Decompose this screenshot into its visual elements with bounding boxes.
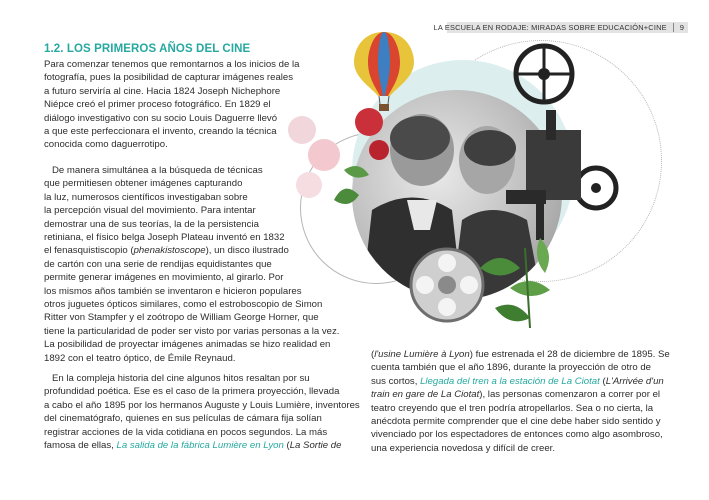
text-line: de cartón con una serie de rendijas equidistantes que	[44, 258, 272, 270]
text-line: Para comenzar tenemos que remontarnos a los inicios de la	[44, 59, 300, 70]
text-run: famosa de ellas,	[44, 440, 117, 452]
text-run: ) fue estrenada el 28 de diciembre de 1895. Se	[469, 349, 670, 360]
text-run: (	[599, 375, 606, 387]
text-line: del cinematógrafo, quienes en sus películas de cámara fija solían	[44, 413, 322, 425]
italic-term: train en gare de La Ciotat	[371, 389, 480, 401]
text-line: permite generar imágenes en movimiento, al girarlo. Por	[44, 272, 284, 284]
text-line: demostrar una de sus teorías, la de la persistencia	[44, 218, 259, 230]
text-line: (l'usine Lumière à Lyon) fue estrenada el 28 de diciembre de 1895. Se	[371, 349, 670, 360]
italic-term: l'usine Lumière à Lyon	[374, 349, 470, 360]
text-line: otros juguetes ópticos similares, como el estroboscopio de Simon	[44, 299, 323, 311]
flowers-illustration	[284, 100, 394, 220]
italic-term: L'Arrivée d'un	[605, 375, 664, 387]
text-line: En la compleja historia del cine algunos hitos resaltan por su	[52, 373, 310, 384]
text-line: tiene la particularidad de poder ser visto por varias personas a la vez.	[44, 325, 340, 337]
text-line: retiniana, el físico belga Joseph Plateau inventó en 1832	[44, 232, 285, 244]
text-line: Ritter von Stampfer y el zoótropo de William George Horner, que	[44, 312, 319, 324]
text-run: sus cortos,	[371, 375, 421, 387]
running-header	[433, 20, 688, 35]
text-line: conocida como daguerrotipo.	[44, 139, 168, 151]
text-line: una experiencia novedosa y difícil de creer.	[371, 442, 555, 454]
text-line: teatro creyendo que el tren podría atropellarlos. Sea o no cierta, la	[371, 402, 654, 414]
paragraph-3	[44, 372, 360, 452]
paragraph-1	[44, 58, 299, 152]
projector-icon	[496, 40, 626, 240]
text-line: De manera simultánea a la búsqueda de técnicas	[52, 165, 263, 176]
text-line: los mismos años también se inventaron e hicieron populares	[44, 285, 302, 297]
leaves-illustration	[470, 228, 580, 338]
film-title-link[interactable]: Llegada del tren a la estación de La Ciotat	[420, 375, 600, 387]
text-line: vivenciado por los espectadores de entonces como algo asombroso,	[371, 429, 663, 441]
text-line: La posibilidad de proyectar imágenes animadas se hizo realidad en	[44, 339, 331, 351]
text-line: 1892 con el teatro óptico, de Émile Reynaud.	[44, 352, 236, 364]
text-line	[371, 375, 670, 388]
text-line: la luz, numerosos científicos investigaban sobre	[44, 191, 248, 203]
text-run: el fenasquistiscopio (	[44, 245, 134, 257]
text-run: (	[283, 440, 290, 452]
text-line: Niépce creó el primer proceso fotográfico. En 1829 el	[44, 99, 271, 111]
text-line	[371, 388, 670, 401]
text-line: registrar acciones de la vida cotidiana en pocos segundos. La más	[44, 426, 328, 438]
paragraph-4	[371, 348, 670, 455]
text-line	[44, 244, 339, 257]
text-line: a futuro serviría al cine. Hacia 1824 Joseph Nichephore	[44, 85, 281, 97]
text-line	[44, 439, 360, 452]
film-title-link[interactable]: La salida de la fábrica Lumière en Lyon	[116, 440, 284, 452]
text-line: que permitiesen obtener imágenes capturando	[44, 178, 243, 190]
text-line: la percepción visual del movimiento. Para intentar	[44, 205, 256, 217]
section-title: 1.2. LOS PRIMEROS AÑOS DEL CINE	[44, 43, 251, 55]
text-line: profundidad poética. Ese es el caso de la primera proyección, llevada	[44, 386, 340, 398]
italic-term: La Sortie de	[289, 440, 342, 452]
italic-term: phenakistoscope	[133, 245, 206, 257]
text-line: fotografía, pues la posibilidad de capturar imágenes reales	[44, 72, 294, 84]
text-run: ), las personas comenzaron a correr por el	[479, 389, 661, 401]
text-run: ), un disco ilustrado	[205, 245, 289, 257]
page-number: 9	[673, 23, 688, 32]
text-line: a que este perfeccionara el invento, creando la técnica	[44, 126, 277, 138]
text-line: diálogo investigativo con su socio Louis Daguerre llevó	[44, 112, 278, 124]
text-line: a cabo el año 1895 por los hermanos Auguste y Louis Lumière, inventores	[44, 399, 360, 411]
running-title: LA ESCUELA EN RODAJE: MIRADAS SOBRE EDUCACIÓN+CINE	[433, 23, 667, 32]
text-line: anécdota permite comprender que el cine debe haber sido sentido y	[371, 416, 661, 428]
text-line: cuenta también que el año 1896, durante la proyección de otro de	[371, 362, 652, 374]
